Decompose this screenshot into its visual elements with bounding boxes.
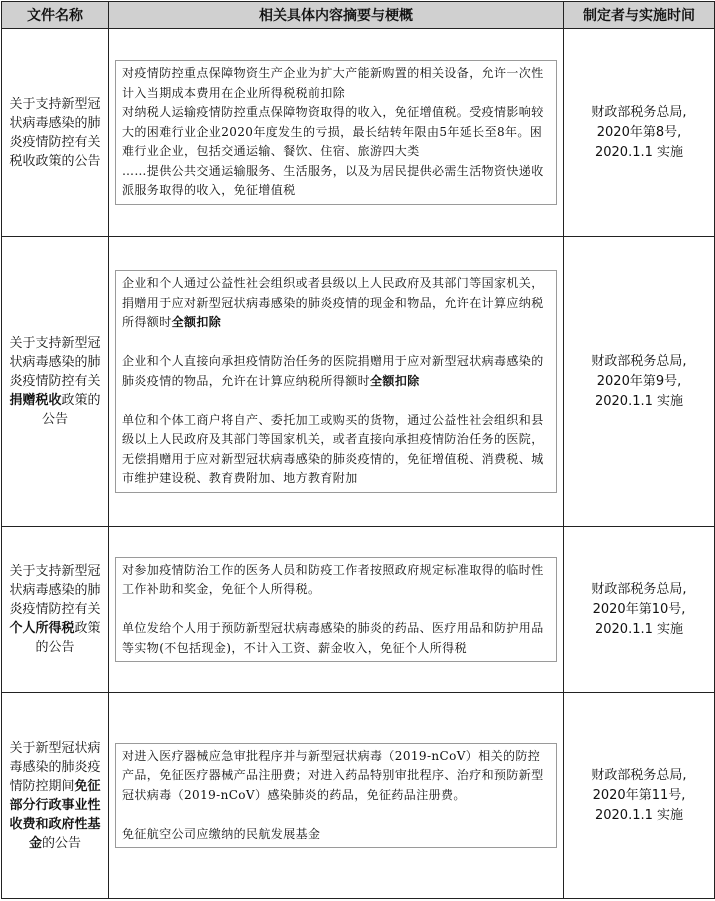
content-cell <box>109 527 564 693</box>
issuer-line: 财政部税务总局, <box>591 104 687 120</box>
text-run: 对进入医疗器械应急审批程序并与新型冠状病毒（2019-nCoV）相关的防控产品，免征医疗器械产品注册费；对进入药品特别审批程序、治疗和预防新型冠状病毒（2019-nCoV）感染肺炎的药品，免征药品注册费。 <box>122 748 544 802</box>
header-content-summary: 相关具体内容摘要与梗概 <box>109 2 564 29</box>
content-paragraph <box>122 103 550 162</box>
emphasis-text: 全额扣除 <box>171 315 222 330</box>
text-run: 关于支持新型冠状病毒感染的肺炎疫情防控有关 <box>9 336 101 389</box>
text-run: 对参加疫情防治工作的医务人员和防疫工作者按照政府规定标准取得的临时性工作补助和奖金，免征个人所得税。 <box>122 562 544 597</box>
issuer-line: 2020.1.1 实施 <box>594 393 684 409</box>
content-paragraph <box>122 825 550 845</box>
issuer-line: 财政部税务总局, <box>591 353 687 369</box>
text-run: 关于支持新型冠状病毒感染的肺炎疫情防控有关 <box>9 564 101 617</box>
text-run: 关于新型冠状病毒感染的肺炎疫情防控期间 <box>9 740 101 794</box>
content-box <box>115 743 557 849</box>
emphasis-text: 捐赠税收 <box>9 393 62 408</box>
file-name-cell <box>2 29 109 237</box>
text-run: 单位发给个人用于预防新型冠状病毒感染的肺炎的药品、医疗用品和防护用品等实物(不包括现金)，不计入工资、薪金收入，免征个人所得税 <box>122 621 544 655</box>
text-run: 关于支持新型冠状病毒感染的肺炎疫情防控有关税收政策的公告 <box>9 96 101 169</box>
issuer-cell <box>564 527 715 693</box>
issuer-cell <box>564 29 715 237</box>
table-row <box>2 29 715 237</box>
issuer-line: 财政部税务总局, <box>591 581 687 597</box>
text-run: 的公告 <box>42 835 82 851</box>
content-cell <box>109 693 564 899</box>
issuer-line: 2020年第10号, <box>592 601 686 617</box>
content-paragraph <box>122 619 550 658</box>
content-cell <box>109 237 564 527</box>
header-issuer-date: 制定者与实施时间 <box>564 2 715 29</box>
content-box <box>115 60 557 205</box>
issuer-line: 2020.1.1 实施 <box>594 807 684 823</box>
file-name-cell <box>2 693 109 899</box>
emphasis-text: 免征部分行政事业性收费和政府性基金 <box>9 778 101 851</box>
issuer-line: 2020年第9号, <box>596 373 682 389</box>
text-run: 政策的公告 <box>35 621 101 655</box>
header-file-name: 文件名称 <box>2 2 109 29</box>
table-row <box>2 693 715 899</box>
text-run: 对纳税人运输疫情防控重点保障物资取得的收入，免征增值税。受疫情影响较大的困难行业企业2020年度发生的亏损，最长结转年限由5年延长至8年。困难行业企业，包括交通运输、餐饮、住宿、旅游四大类 <box>122 105 544 159</box>
text-run: 政策的公告 <box>41 393 101 427</box>
emphasis-text: 个人所得税 <box>9 621 75 636</box>
issuer-line: 2020年第8号, <box>596 124 682 140</box>
content-paragraph <box>122 274 550 333</box>
issuer-cell <box>564 237 715 527</box>
content-paragraph <box>122 352 550 391</box>
issuer-line: 财政部税务总局, <box>591 767 687 783</box>
text-run: 企业和个人直接向承担疫情防治任务的医院捐赠用于应对新型冠状病毒感染的肺炎疫情的物品，允许在计算应纳税所得额时 <box>122 354 544 388</box>
issuer-line: 2020.1.1 实施 <box>594 144 684 160</box>
text-run: 免征航空公司应缴纳的民航发展基金 <box>122 826 321 841</box>
table-row <box>2 237 715 527</box>
content-paragraph <box>122 411 550 489</box>
content-paragraph <box>122 64 550 103</box>
file-name-cell <box>2 237 109 527</box>
issuer-line: 2020年第11号, <box>592 787 686 803</box>
emphasis-text: 全额扣除 <box>370 373 420 388</box>
file-name-cell <box>2 527 109 693</box>
policy-table <box>1 1 715 899</box>
content-paragraph <box>122 162 550 201</box>
content-paragraph <box>122 561 550 600</box>
text-run: 对疫情防控重点保障物资生产企业为扩大产能新购置的相关设备，允许一次性计入当期成本费用在企业所得税税前扣除 <box>122 66 544 100</box>
content-box <box>115 270 557 493</box>
text-run: 单位和个体工商户将自产、委托加工或购买的货物，通过公益性社会组织和县级以上人民政府及其部门等国家机关，或者直接向承担疫情防治任务的医院，无偿捐赠用于应对新型冠状病毒感染的肺炎疫情的，免征增值税、消费税、城市维护建设税、教育费附加、地方教育附加 <box>122 412 544 486</box>
issuer-line: 2020.1.1 实施 <box>594 621 684 637</box>
content-cell <box>109 29 564 237</box>
text-run: 企业和个人通过公益性社会组织或者县级以上人民政府及其部门等国家机关，捐赠用于应对新型冠状病毒感染的肺炎疫情的现金和物品，允许在计算应纳税所得额时 <box>122 276 544 330</box>
table-row <box>2 527 715 693</box>
text-run: ……提供公共交通运输服务、生活服务，以及为居民提供必需生活物资快递收派服务取得的收入，免征增值税 <box>122 163 544 198</box>
issuer-cell <box>564 693 715 899</box>
header-row <box>2 2 715 29</box>
content-paragraph <box>122 747 550 806</box>
content-box <box>115 557 557 663</box>
